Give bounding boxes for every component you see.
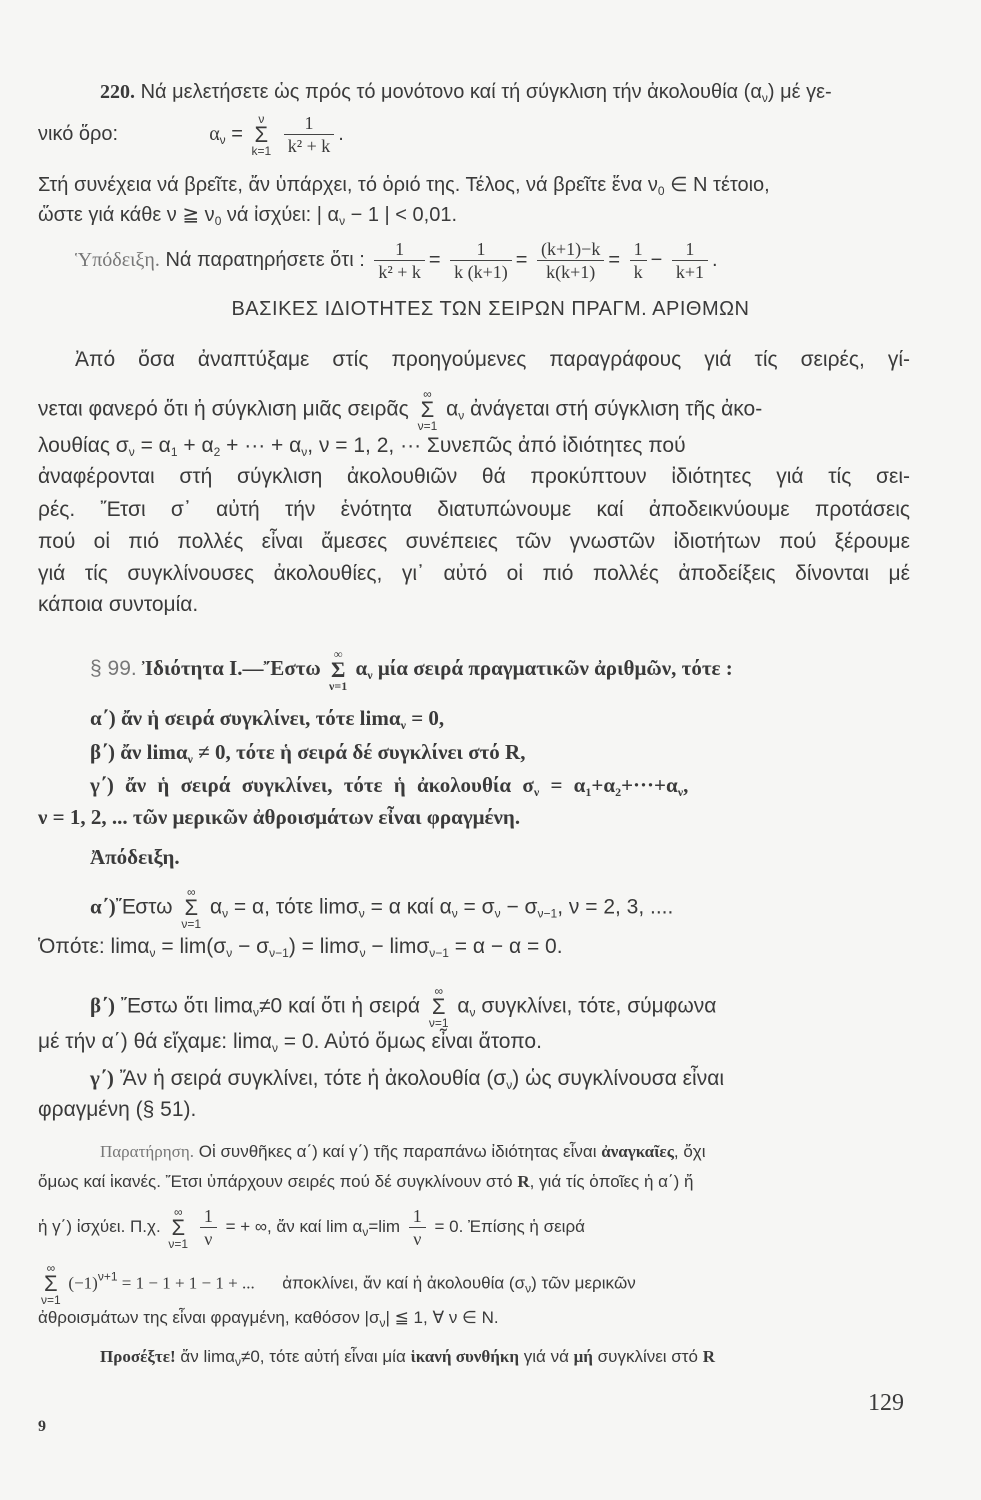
remark-line-5: ἀθροισμάτων της εἶναι φραγμένη, καθόσον $|\sigma_\nu|$ ≦ 1, ∀ ν ∈ N. [38,1308,499,1330]
intro-line-8: κάποια συντομία. [38,593,199,616]
remark-line-1: Παρατήρηση. Οἱ συνθῆκες α΄) καί γ΄) τῆς παραπάνω ἰδιότητας εἶναι ἀναγκαῖες, ὄχι [100,1142,706,1161]
property-title-line: § 99. Ἰδιότητα Ι.—Ἔστω ∞ Σ ν=1 $\alpha_\nu$ μία σειρά πραγματικῶν ἀριθμῶν, τότε : [90,647,733,693]
fraction: $\frac{1}{\nu}$ [409,1205,426,1250]
sum-symbol: ∞ Σ ν=1 [168,1204,189,1251]
signature-mark: 9 [38,1418,46,1435]
fraction: $\frac{1}{\nu}$ [200,1205,217,1250]
exercise-line-4: ὥστε γιά κάθε ν ≧ $\nu_0$ νά ἰσχύει: | $\alpha_\nu - 1$ | < 0,01. [38,204,458,228]
note-line: Προσέξτε! ἄν limα$_\nu$≠0, τότε αὐτή εἶναι μία ἱκανή συνθήκη γιά νά μή συγκλίνει στό R [100,1347,715,1369]
property-c: γ΄) ἄν ἡ σειρά συγκλίνει, τότε ἡ ἀκολουθία $\sigma_\nu = \alpha_1+\alpha_2+\cdot\cdot\cdot+\alpha_\nu$, [90,773,689,799]
proof-c-line: γ΄) Ἄν ἡ σειρά συγκλίνει, τότε ἡ ἀκολουθία $(\sigma_\nu)$ ὡς συγκλίνουσα εἶναι [90,1066,725,1092]
section-heading: ΒΑΣΙΚΕΣ ΙΔΙΟΤΗΤΕΣ ΤΩΝ ΣΕΙΡΩΝ ΠΡΑΓΜ. ΑΡΙΘΜΩΝ [231,298,750,320]
proof-b-line-2: μέ τήν α΄) θά εἴχαμε: limα$_\nu$ = 0. Αὐτό ὅμως εἶναι ἄτοπο. [38,1030,542,1055]
exercise-line-1: 220. Νά μελετήσετε ὡς πρός τό μονότονο καί τή σύγκλιση τήν ἀκολουθία $(\alpha_\nu)$ μέ γε- [100,81,832,105]
hint-line: Ὑπόδειξη. Νά παρατηρήσετε ὅτι : $\frac{1}{\text{k² + k}}$ = $\frac{1}{k (k+1)}$ = $\frac{(k+1)-k}{k(k+1)}$ = $\frac{1}{k}$ − $\frac{1}{k+1}$ . [75,239,718,282]
proof-c-line-2: φραγμένη (§ 51). [38,1098,197,1121]
proof-label: Ἀπόδειξη. [90,845,180,869]
sum-symbol: ∞ Σ ν=1 [181,885,202,931]
sum-symbol: ∞ Σ ν=1 [329,647,348,693]
exercise-line-3: Στή συνέχεια νά βρεῖτε, ἄν ὑπάρχει, τό ὁριό της. Τέλος, νά βρεῖτε ἕνα $\nu_0$ ∈ N τέτοιο, [38,174,770,198]
intro-line-1: Ἀπό ὅσα ἀναπτύξαμε στίς προηγούμενες παραγράφους γιά τίς σειρές, γί- [75,348,910,371]
sum-symbol: ∞ Σ ν=1 [428,984,449,1030]
remark-line-4: ∞ Σ ν=1 $(-1)^{\nu+1} = 1 - 1 + 1 - 1$ + ... ἀποκλίνει, ἄν καί ἡ ἀκολουθία $(\sigma_\nu)$ τῶν μερικῶν [41,1261,636,1307]
hint-fraction-2: $\frac{1}{k (k+1)}$ [450,238,512,283]
intro-line-6: πού οἱ πιό πολλές εἶναι ἄμεσες συνέπειες τῶν γνωστῶν ἰδιοτήτων πού ξέρουμε [38,530,910,553]
sum-symbol: ∞ Σ ν=1 [41,1261,61,1307]
property-a: α΄) ἄν ἡ σειρά συγκλίνει, τότε limα$_\nu$ = 0, [90,706,445,732]
hint-fraction-4: $\frac{1}{k}$ [630,238,647,283]
remark-line-3: ἡ γ΄) ἰσχύει. Π.χ. ∞ Σ ν=1 $\frac{1}{\nu}$ = + ∞, ἄν καί $\lim \alpha_\nu=\lim$ $\frac{1}{\nu}$ = 0. Ἐπίσης ἡ σειρά [38,1204,585,1251]
fraction: $\frac{1}{\text{k² + k}}$ [284,112,335,157]
property-c-line-2: ν = 1, 2, ... τῶν μερικῶν ἀθροισμάτων εἶναι φραγμένη. [38,805,521,829]
intro-line-7: γιά τίς συγκλίνουσες ἀκολουθίες, γι᾽ αὐτό οἱ πιό πολλές ἀποδείξεις δίνονται μέ [38,562,910,585]
exercise-line-2: νικό ὅρο: $\alpha_\nu$ = ν Σ k=1 $\frac{1}{\text{k² + k}}$ . [38,111,344,158]
proof-b-line: β΄) Ἔστω ὅτι limα$_\nu$≠0 καί ὅτι ἡ σειρά ∞ Σ ν=1 $\alpha_\nu$ συγκλίνει, τότε, σύμφωνα [90,984,717,1030]
sum-symbol: ν Σ k=1 [251,111,272,158]
remark-line-2: ὅμως καί ἱκανές. Ἔτσι ὑπάρχουν σειρές πού δέ συγκλίνουν στό R, γιά τίς ὁποῖες ἡ α΄) ἤ [38,1172,694,1191]
intro-line-3: λουθίας $\sigma_\nu = \alpha_1 + \alpha_2$ + ··· + $\alpha_\nu$, ν = 1, 2, ··· Συνεπῶς ἀπό ἰδιότητες πού [38,434,686,459]
page-number: 129 [868,1390,904,1416]
proof-opote-line: Ὁπότε: $\lim\alpha_\nu = \lim(\sigma_\nu - \sigma_{\nu-1}) = \lim\sigma_\nu - \lim\sigma_{\nu-1} = \alpha - \alpha = 0$. [38,935,563,960]
proof-a-line: α΄)Ἔστω ∞ Σ ν=1 $\alpha_\nu = \alpha$, τότε limσ$_\nu$ = α καί $\alpha_\nu = \sigma_\nu - \sigma_{\nu-1}$, ν = 2, 3, .... [90,885,674,931]
hint-fraction-3: $\frac{(k+1)-k}{k(k+1)}$ [537,238,604,283]
property-b: β΄) ἄν limα$_\nu$ ≠ 0, τότε ἡ σειρά δέ συγκλίνει στό R, [90,740,526,766]
intro-line-4: ἀναφέρονται στή σύγκλιση ἀκολουθιῶν θά προκύπτουν ἰδιότητες γιά τίς σει- [38,465,910,488]
intro-line-5: ρές. Ἔτσι σ᾽ αὐτή τήν ἑνότητα διατυπώνουμε καί ἀποδεικνύουμε προτάσεις [38,498,910,521]
intro-line-2: νεται φανερό ὅτι ἡ σύγκλιση μιᾶς σειρᾶς ∞ Σ ν=1 $\alpha_\nu$ ἀνάγεται στή σύγκλιση τῆς ἀκο- [38,387,763,433]
sum-symbol: ∞ Σ ν=1 [417,387,438,433]
hint-fraction-1: $\frac{1}{\text{k² + k}}$ [374,238,425,283]
hint-fraction-5: $\frac{1}{k+1}$ [672,238,708,283]
